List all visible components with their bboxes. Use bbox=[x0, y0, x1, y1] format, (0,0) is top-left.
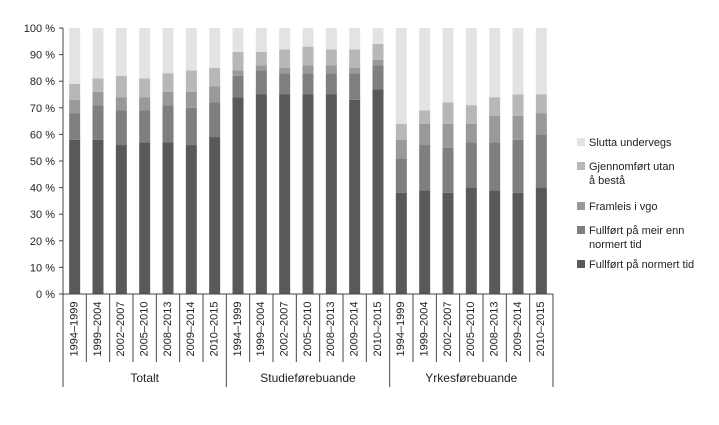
x-tick-label: 1994–1999 bbox=[395, 301, 408, 357]
bar-segment bbox=[69, 140, 80, 294]
y-tick-label: 10 % bbox=[29, 262, 55, 275]
bar-segment bbox=[396, 28, 407, 124]
x-tick-label: 1999–2004 bbox=[418, 301, 431, 357]
bar-segment bbox=[513, 28, 524, 95]
bar-segment bbox=[489, 97, 500, 116]
x-tick-label: 2010–2015 bbox=[535, 301, 548, 357]
bar-segment bbox=[536, 188, 547, 294]
bar-segment bbox=[349, 28, 360, 49]
bar-segment bbox=[326, 95, 337, 295]
bar-segment bbox=[139, 79, 150, 98]
bar-segment bbox=[256, 95, 267, 295]
bar-segment bbox=[233, 97, 244, 294]
bar-segment bbox=[466, 142, 477, 187]
bar-segment bbox=[186, 92, 197, 108]
bar-segment bbox=[536, 95, 547, 114]
x-tick-label: 2009–2014 bbox=[511, 301, 524, 357]
bar-segment bbox=[326, 49, 337, 65]
bar-segment bbox=[489, 116, 500, 143]
bar-segment bbox=[93, 79, 104, 92]
legend-label: Fullført på normert tid bbox=[589, 259, 695, 271]
bar-segment bbox=[513, 140, 524, 193]
x-tick-label: 2010–2015 bbox=[371, 301, 384, 357]
y-tick-label: 70 % bbox=[29, 102, 55, 115]
x-tick-label: 2002–2007 bbox=[278, 301, 291, 357]
bar-segment bbox=[466, 188, 477, 294]
legend-swatch bbox=[577, 202, 585, 210]
bar-segment bbox=[233, 76, 244, 97]
bar-segment bbox=[326, 73, 337, 94]
y-tick-label: 20 % bbox=[29, 235, 55, 248]
bar-segment bbox=[443, 148, 454, 193]
bar-segment bbox=[303, 65, 314, 73]
bar-segment bbox=[186, 108, 197, 145]
bar-segment bbox=[349, 49, 360, 68]
bar-segment bbox=[116, 145, 127, 294]
bar-segment bbox=[233, 52, 244, 71]
bar-segment bbox=[419, 110, 430, 123]
legend-swatch bbox=[577, 162, 585, 170]
bar-segment bbox=[489, 190, 500, 294]
bar-segment bbox=[303, 73, 314, 94]
bar-segment bbox=[513, 193, 524, 294]
bar-segment bbox=[396, 124, 407, 140]
bar-segment bbox=[116, 28, 127, 76]
bar-segment bbox=[163, 142, 174, 294]
bar-segment bbox=[419, 124, 430, 145]
x-tick-label: 2005–2010 bbox=[465, 301, 478, 357]
bar-segment bbox=[139, 142, 150, 294]
bar-segment bbox=[256, 71, 267, 95]
bar-segment bbox=[93, 140, 104, 294]
legend-swatch bbox=[577, 138, 585, 146]
bar-segment bbox=[443, 102, 454, 123]
bar-segment bbox=[419, 145, 430, 190]
bar-segment bbox=[139, 110, 150, 142]
legend-swatch bbox=[577, 260, 585, 268]
bar-segment bbox=[139, 28, 150, 79]
bar-segment bbox=[279, 49, 290, 68]
bar-segment bbox=[233, 28, 244, 52]
legend-label: Fullført på meir enn bbox=[589, 225, 685, 237]
x-tick-label: 2005–2010 bbox=[138, 301, 151, 357]
x-tick-label: 2008–2013 bbox=[325, 301, 338, 357]
x-tick-label: 1994–1999 bbox=[231, 301, 244, 357]
x-tick-label: 2009–2014 bbox=[185, 301, 198, 357]
legend-label: Slutta undervegs bbox=[589, 137, 672, 149]
bar-segment bbox=[466, 105, 477, 124]
bar-segment bbox=[209, 87, 220, 103]
bar-segment bbox=[69, 100, 80, 113]
bar-segment bbox=[326, 28, 337, 49]
legend-label: normert tid bbox=[589, 239, 642, 251]
bar-segment bbox=[233, 71, 244, 76]
group-label: Studieførebuande bbox=[260, 371, 356, 385]
x-tick-label: 2010–2015 bbox=[208, 301, 221, 357]
bar-segment bbox=[279, 28, 290, 49]
bar-segment bbox=[489, 28, 500, 97]
bar-segment bbox=[419, 190, 430, 294]
legend-label: Gjennomført utan bbox=[589, 161, 675, 173]
plot-area bbox=[24, 23, 553, 387]
bar-segment bbox=[303, 95, 314, 295]
y-tick-label: 90 % bbox=[29, 49, 55, 62]
y-tick-label: 0 % bbox=[36, 289, 55, 301]
x-tick-label: 2008–2013 bbox=[161, 301, 174, 357]
bar-segment bbox=[536, 28, 547, 95]
bar-segment bbox=[186, 71, 197, 92]
legend-label: å bestå bbox=[589, 175, 626, 187]
bar-segment bbox=[256, 28, 267, 52]
bar-segment bbox=[349, 68, 360, 73]
bar-segment bbox=[209, 102, 220, 137]
bar-segment bbox=[373, 28, 384, 44]
x-tick-label: 2002–2007 bbox=[115, 301, 128, 357]
group-label: Totalt bbox=[130, 371, 160, 385]
bar-segment bbox=[69, 113, 80, 140]
bar-segment bbox=[209, 28, 220, 68]
y-tick-label: 60 % bbox=[29, 129, 55, 142]
bar-segment bbox=[163, 73, 174, 92]
x-tick-label: 1999–2004 bbox=[255, 301, 268, 357]
bar-segment bbox=[116, 76, 127, 97]
bar-segment bbox=[279, 95, 290, 295]
bar-segment bbox=[163, 28, 174, 73]
bar-segment bbox=[466, 124, 477, 143]
legend-label: Framleis i vgo bbox=[589, 201, 658, 213]
y-tick-label: 40 % bbox=[29, 182, 55, 195]
x-tick-label: 2008–2013 bbox=[488, 301, 501, 357]
bar-segment bbox=[373, 65, 384, 89]
bar-segment bbox=[116, 97, 127, 110]
bar-segment bbox=[163, 105, 174, 142]
x-tick-label: 2002–2007 bbox=[441, 301, 454, 357]
bar-segment bbox=[116, 110, 127, 145]
legend-swatch bbox=[577, 226, 585, 234]
bar-segment bbox=[93, 92, 104, 105]
bar-segment bbox=[396, 140, 407, 159]
bar-segment bbox=[536, 113, 547, 134]
bar-segment bbox=[303, 47, 314, 66]
bar-segment bbox=[373, 44, 384, 60]
bar-segment bbox=[349, 73, 360, 100]
bar-segment bbox=[396, 158, 407, 193]
bar-segment bbox=[443, 124, 454, 148]
bar-segment bbox=[443, 28, 454, 102]
y-tick-label: 30 % bbox=[29, 209, 55, 222]
x-tick-label: 2005–2010 bbox=[301, 301, 314, 357]
bar-segment bbox=[303, 28, 314, 47]
bar-segment bbox=[513, 95, 524, 116]
x-tick-label: 1994–1999 bbox=[68, 301, 81, 357]
bar-segment bbox=[209, 68, 220, 87]
bar-segment bbox=[69, 84, 80, 100]
bar-segment bbox=[513, 116, 524, 140]
bar-segment bbox=[489, 142, 500, 190]
bar-segment bbox=[256, 52, 267, 65]
bar-segment bbox=[279, 68, 290, 73]
bar-segment bbox=[419, 28, 430, 110]
bar-segment bbox=[256, 65, 267, 70]
bar-segment bbox=[69, 28, 80, 84]
bar-segment bbox=[209, 137, 220, 294]
bar-segment bbox=[139, 97, 150, 110]
bar-segment bbox=[279, 73, 290, 94]
group-label: Yrkesførebuande bbox=[425, 371, 518, 385]
bar-segment bbox=[93, 105, 104, 140]
y-tick-label: 50 % bbox=[29, 156, 55, 168]
y-tick-label: 80 % bbox=[29, 76, 55, 89]
bar-segment bbox=[443, 193, 454, 294]
y-tick-label: 100 % bbox=[23, 23, 55, 35]
bar-segment bbox=[349, 100, 360, 294]
bar-segment bbox=[186, 28, 197, 71]
bar-segment bbox=[93, 28, 104, 79]
bar-segment bbox=[163, 92, 174, 105]
bar-segment bbox=[186, 145, 197, 294]
bar-segment bbox=[326, 65, 337, 73]
bar-segment bbox=[466, 28, 477, 105]
x-tick-label: 2009–2014 bbox=[348, 301, 361, 357]
bar-segment bbox=[536, 134, 547, 187]
x-tick-label: 1999–2004 bbox=[91, 301, 104, 357]
legend bbox=[577, 137, 694, 271]
bar-segment bbox=[396, 193, 407, 294]
bar-segment bbox=[373, 60, 384, 65]
bar-segment bbox=[373, 89, 384, 294]
